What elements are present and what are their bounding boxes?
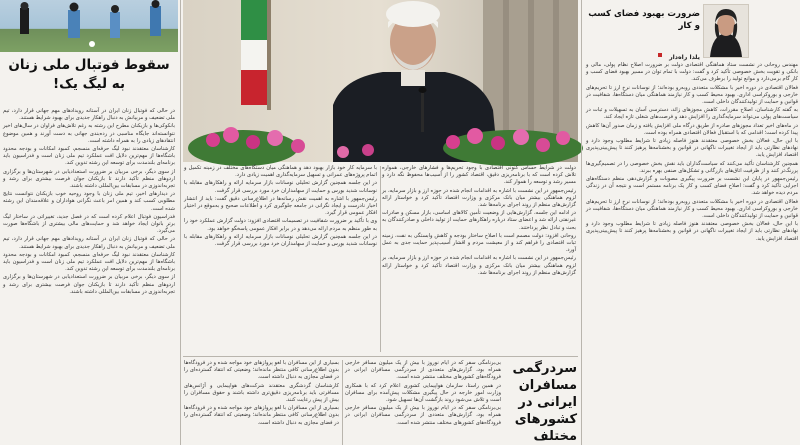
paragraph: بی‌برنامگی سفر که در ایام نوروز با بیش از یک میلیون مسافر خارجی همراه بود، گزارش‌های متعددی از سردرگمی مسافران ایرانی در فرودگاه‌های کشورهای مختلف منتشر شده است.	[345, 405, 501, 426]
paragraph: بی‌برنامگی سفر که در ایام نوروز با بیش از یک میلیون مسافر خارجی همراه بود، گزارش‌های متعددی از سردرگمی مسافران ایرانی در فرودگاه‌های کشورهای مختلف منتشر شده است.	[345, 360, 501, 381]
paragraph: رئیس‌جمهور در این نشست با اشاره به اقدامات انجام شده در حوزه ارز و بازار سرمایه، بر لزوم هماهنگی بیشتر میان بانک مرکزی و وزارت اقتصاد تأکید کرد و خواستار ارائه گزارش‌های منظم از روند اجرای برنامه‌ها شد.	[382, 255, 576, 276]
paragraph: در دیدارهای اخیر، تیم ملی زنان با وجود روحیه خوب بازیکنان نتوانست نتایج مطلوبی کسب کند و همین امر باعث نگرانی هواداران و علاقه‌مندان این رشته شده است.	[3, 191, 175, 212]
travel-headline: سردرگمی مسافران ایرانی در کشورهای مختلف	[512, 361, 577, 444]
paragraph: رئیس‌جمهور در پایان این نشست بر ضرورت پیگیری مصوبات و گزارش‌دهی منظم دستگاه‌های اجرایی تأکید کرد و گفت: اصلاح فضای کسب و کار یک برنامه مستمر است و نتیجه آن در زندگی مردم دیده خواهد شد.	[586, 176, 798, 197]
paragraph: مهندس روحانی در نشست ستاد هماهنگی اقتصادی دولت بر ضرورت اصلاح نظام پولی، مالی و بانکی و تقویت بخش خصوصی تأکید کرد و گفت: دولت با تمام توان در مسیر بهبود فضای کسب و کار گام برمی‌دارد و موانع تولید را برطرف می‌کند.	[586, 62, 798, 83]
paragraph: از سوی دیگر، برخی مربیان بر ضرورت استعدادیابی در شهرستان‌ها و برگزاری اردوهای منظم تأکید دارند تا بازیکنان جوان فرصت بیشتری برای رشد و تجربه‌اندوزی در مسابقات بین‌المللی داشته باشند.	[3, 168, 175, 190]
paragraph: فعالان اقتصادی در دوره اخیر با مشکلات متعددی روبه‌رو بوده‌اند؛ از نوسانات نرخ ارز تا تحریم‌های خارجی و بوروکراسی اداری. بهبود محیط کسب و کار نیازمند هماهنگی میان دستگاه‌ها، شفافیت در قوانین و حمایت از تولیدکنندگان داخلی است.	[586, 198, 798, 220]
paragraph: کارشناسان گردشگری معتقدند شرکت‌های هواپیمایی و آژانس‌های مسافرتی باید برنامه‌ریزی دقیق‌تری داشته باشند و حقوق مسافران را بیش از پیش رعایت کنند.	[184, 382, 339, 404]
president-photo	[183, 0, 578, 162]
paragraph: در همین راستا، سازمان هواپیمایی کشوری اعلام کرد که با همکاری وزارت امور خارجه در حال پیگیری مشکلات پیش‌آمده برای مسافران است و تلاش می‌شود روند بازگشت آن‌ها تسهیل شود.	[345, 382, 501, 404]
lead-column-left	[184, 165, 377, 353]
author-marker-icon	[658, 53, 662, 57]
football-photo	[0, 0, 178, 52]
paragraph: همچنین کارشناسان تأکید می‌کنند که سیاست‌گذاران باید نقش بخش خصوصی را در تصمیم‌گیری‌ها پررنگ‌تر کنند و از ظرفیت اتاق‌های بازرگانی و تشکل‌های صنفی بهره ببرند.	[586, 160, 798, 174]
section-divider	[183, 356, 578, 357]
column-divider	[581, 0, 582, 445]
paragraph: فعالان اقتصادی در دوره اخیر با مشکلات متعددی روبه‌رو بوده‌اند؛ از نوسانات نرخ ارز تا تحریم‌های خارجی و بوروکراسی اداری. بهبود محیط کسب و کار نیازمند هماهنگی میان دستگاه‌ها، شفافیت در قوانین و حمایت از تولیدکنندگان داخلی است.	[586, 84, 798, 106]
paragraph: با سرمایه کار خود بازار بهبود دهد و هماهنگی میان دستگاه‌های مختلف در زمینه تکمیل و اتمام پروژه‌های عمرانی و تسهیل سرمایه‌گذاری اهمیت زیادی دارد.	[184, 165, 377, 179]
columnist-headline-box	[588, 8, 700, 42]
paragraph: دولت در شرایط حساس کنونی اقتصادی با وجود تحریم‌ها و فشارهای خارجی، همواره تلاش کرده است که با برنامه‌ریزی دقیق، اقتصاد کشور را از آسیب‌ها محفوظ نگه دارد و مسیر رشد و توسعه را هموار کند.	[382, 165, 576, 186]
travel-column-right	[345, 360, 501, 445]
paragraph: رئیس‌جمهور با اشاره به اهمیت نقش رسانه‌ها در اطلاع‌رسانی دقیق گفت: باید از انتشار اخبار نادرست و ایجاد نگرانی در جامعه جلوگیری کرد و اطلاعات صحیح و به‌موقع در اختیار افکار عمومی قرار گیرد.	[184, 195, 377, 217]
paragraph: کارشناسان معتقدند نبود لیگ حرفه‌ای منسجم، کمبود امکانات و بودجه محدود باشگاه‌ها از مهم‌ترین دلایل افت عملکرد تیم ملی زنان است و فدراسیون باید برنامه‌ای بلندمدت برای توسعه این رشته تدوین کند.	[3, 146, 175, 167]
paragraph: در ماه‌های اخیر تعداد مجوزهای صادره از طریق درگاه ملی افزایش یافته و زمان صدور آن‌ها کاهش پیدا کرده است؛ اقدامی که با استقبال فعالان اقتصادی همراه بوده است.	[586, 122, 798, 136]
paragraph: با این حال، فعالان بخش خصوصی معتقدند هنوز فاصله زیادی تا شرایط مطلوب وجود دارد و نهادهای نظارتی باید از ایجاد تغییرات ناگهانی در قوانین و بخشنامه‌ها پرهیز کنند تا پیش‌بینی‌پذیری اقتصاد افزایش یابد.	[586, 221, 798, 242]
column-divider	[180, 0, 181, 445]
paragraph: رئیس‌جمهور در این نشست با اشاره به اقدامات انجام شده در حوزه ارز و بازار سرمایه، بر لزوم هماهنگی بیشتر میان بانک مرکزی و وزارت اقتصاد تأکید کرد و خواستار ارائه گزارش‌های منظم از روند اجرای برنامه‌ها شد.	[382, 187, 576, 209]
football-headline: سقوط فوتبال ملی زنان به لیگ یک!	[8, 57, 170, 92]
football-body	[3, 108, 175, 445]
paragraph: در این جلسه همچنین گزارش تحلیلی نوسانات بازار سرمایه ارائه و راهکارهای مقابله با نوسانات شدید بورس و حمایت از سهامداران خرد مورد بررسی قرار گرفت.	[184, 233, 377, 248]
author-photo	[703, 4, 749, 58]
paragraph: در این جلسه همچنین گزارش تحلیلی نوسانات بازار سرمایه ارائه و راهکارهای مقابله با نوسانات شدید بورس و حمایت از سهامداران خرد مورد بررسی قرار گرفت.	[184, 180, 377, 194]
lead-divider	[380, 166, 381, 352]
columnist-headline: ضرورت بهبود فضای کسب و کار	[588, 9, 700, 31]
paragraph: بسیاری از این مسافران با لغو پروازهای خود مواجه شده و در فرودگاه‌ها بدون اطلاع‌رسانی کافی منتظر مانده‌اند؛ وضعیتی که انتقاد گسترده‌ای را در فضای مجازی به دنبال داشته است.	[184, 405, 339, 426]
travel-divider	[342, 360, 343, 445]
paragraph: وی با تأکید بر ضرورت شفافیت در تصمیمات اقتصادی افزود: دولت گزارش عملکرد خود را به طور منظم به مردم ارائه می‌دهد و در برابر افکار عمومی پاسخگو خواهد بود.	[184, 218, 377, 232]
paragraph: از سوی دیگر، برخی مربیان بر ضرورت استعدادیابی در شهرستان‌ها و برگزاری اردوهای منظم تأکید دارند تا بازیکنان جوان فرصت بیشتری برای رشد و تجربه‌اندوزی در مسابقات بین‌المللی داشته باشند.	[3, 274, 175, 295]
paragraph: با این حال، فعالان بخش خصوصی معتقدند هنوز فاصله زیادی تا شرایط مطلوب وجود دارد و نهادهای نظارتی باید از ایجاد تغییرات ناگهانی در قوانین و بخشنامه‌ها پرهیز کنند تا پیش‌بینی‌پذیری اقتصاد افزایش یابد.	[586, 138, 798, 159]
paragraph: بانکوکی‌ها و بازیکنان مطرح این رشته به رغم تلاش‌های فراوان در سال‌های اخیر نتوانسته‌اند جایگاه مناسبی در رده‌بندی جهانی به دست آورند و همین موضوع انتقادهای زیادی را به همراه داشته است.	[3, 123, 175, 144]
paragraph: بسیاری از این مسافران با لغو پروازهای خود مواجه شده و در فرودگاه‌ها بدون اطلاع‌رسانی کافی منتظر مانده‌اند؛ وضعیتی که انتقاد گسترده‌ای را در فضای مجازی به دنبال داشته است.	[184, 360, 339, 381]
paragraph: در حالی که فوتبال زنان ایران در آستانه رویدادهای مهم جهانی قرار دارد، تیم ملی تضعیف و مربیانش به دنبال راهکار جدیدی برای بهبود شرایط هستند.	[3, 108, 175, 122]
paragraph: روحانی افزود: دولت مصمم است با اصلاح ساختار بودجه و کاهش وابستگی به نفت، زمینه ثبات اقتصادی را فراهم کند و از معیشت مردم و اقشار آسیب‌پذیر حمایت جدی به عمل آورد.	[382, 232, 576, 254]
author-name: یلدا راه‌دار	[669, 54, 700, 61]
paragraph: در حالی که فوتبال زنان ایران در آستانه رویدادهای مهم جهانی قرار دارد، تیم ملی تضعیف و مربیانش به دنبال راهکار جدیدی برای بهبود شرایط هستند.	[3, 236, 175, 250]
paragraph: کارشناسان معتقدند نبود لیگ حرفه‌ای منسجم، کمبود امکانات و بودجه محدود باشگاه‌ها از مهم‌ترین دلایل افت عملکرد تیم ملی زنان است و فدراسیون باید برنامه‌ای بلندمدت برای توسعه این رشته تدوین کند.	[3, 251, 175, 273]
travel-column-left	[184, 360, 339, 445]
paragraph: به گفته کارشناسان، اصلاح مقررات، کاهش مجوزهای زائد، دسترسی آسان به تسهیلات و ثبات در سیاست‌های پولی می‌تواند سرمایه‌گذاری را افزایش دهد و فرصت‌های شغلی تازه ایجاد کند.	[586, 107, 798, 121]
travel-headline-box	[505, 360, 577, 445]
author-line	[640, 44, 700, 61]
football-headline-box	[2, 56, 176, 106]
paragraph: در ادامه این جلسه، گزارش‌هایی از وضعیت تأمین کالاهای اساسی، بازار مسکن و صادرات غیرنفتی ارائه شد و اعضای ستاد درباره راهکارهای حمایت از تولید داخلی و صادرکنندگان به بحث و تبادل نظر پرداختند.	[382, 210, 576, 231]
paragraph: فدراسیون فوتبال اعلام کرده است که در فصل جدید، تغییراتی در ساختار لیگ برتر بانوان ایجاد خواهد شد و حمایت‌های مالی بیشتری از باشگاه‌ها صورت می‌گیرد.	[3, 213, 175, 235]
lead-column-right	[382, 165, 576, 353]
columnist-body	[586, 62, 798, 445]
